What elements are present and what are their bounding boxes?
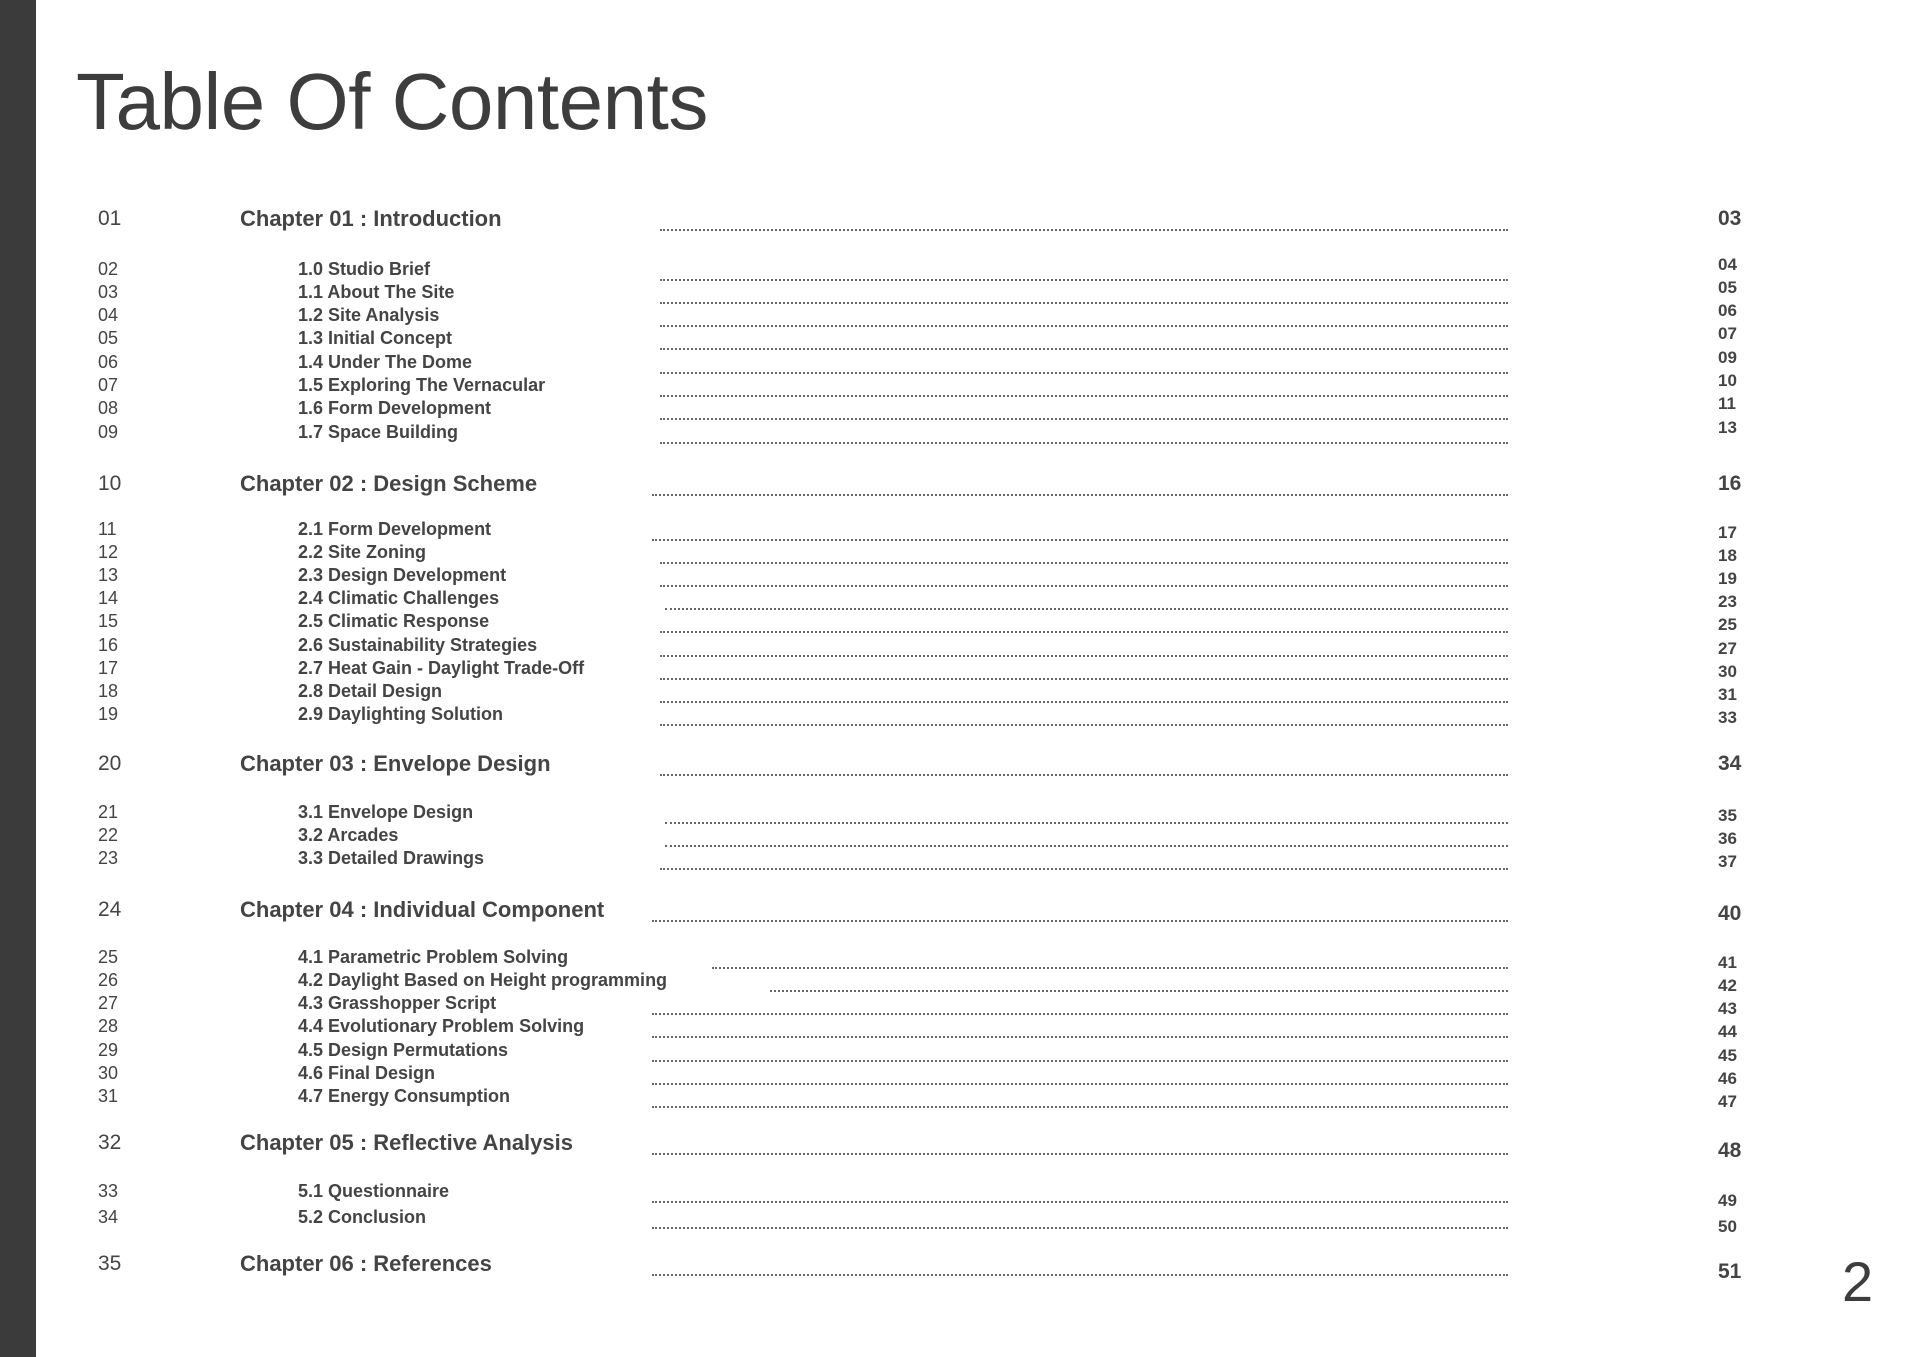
- toc-page-number[interactable]: 31: [1718, 685, 1737, 704]
- toc-section-row[interactable]: [0, 968, 1920, 995]
- dot-leader: [712, 949, 1508, 969]
- dot-leader: [660, 756, 1508, 776]
- toc-index-number: 15: [98, 611, 119, 631]
- toc-section-title[interactable]: 4.6 Final Design: [298, 1063, 436, 1083]
- toc-page-number[interactable]: 13: [1718, 418, 1737, 437]
- toc-section-row[interactable]: [0, 633, 1920, 657]
- toc-section-row[interactable]: [0, 517, 1920, 541]
- toc-index-number: 19: [98, 704, 119, 724]
- toc-section-title[interactable]: 4.2 Daylight Based on Height programming: [298, 970, 668, 990]
- toc-section-title[interactable]: 3.1 Envelope Design: [298, 802, 474, 822]
- toc-chapter-title[interactable]: Chapter 03 : Envelope Design: [240, 751, 551, 776]
- page-title: Table Of Contents: [76, 57, 708, 146]
- toc-index-number: 06: [98, 352, 119, 372]
- toc-section-title[interactable]: 5.1 Questionnaire: [298, 1181, 450, 1201]
- dot-leader: [652, 476, 1508, 496]
- toc-page-number[interactable]: 07: [1718, 324, 1737, 343]
- toc-section-row[interactable]: [0, 823, 1920, 847]
- toc-page-number[interactable]: 04: [1718, 255, 1737, 274]
- toc-chapter-row[interactable]: [0, 472, 1920, 496]
- toc-section-row[interactable]: [0, 326, 1920, 350]
- toc-section-title[interactable]: 4.5 Design Permutations: [298, 1040, 509, 1060]
- dot-leader: [660, 637, 1508, 657]
- dot-leader: [660, 850, 1508, 870]
- toc-page-number[interactable]: 33: [1718, 708, 1737, 727]
- toc-index-number: 30: [98, 1063, 119, 1083]
- toc-page-number[interactable]: 43: [1718, 999, 1737, 1018]
- toc-page-number[interactable]: 48: [1718, 1139, 1742, 1162]
- toc-section-row[interactable]: [0, 396, 1920, 420]
- dot-leader: [770, 972, 1508, 992]
- toc-index-number: 09: [98, 422, 119, 442]
- toc-page-number[interactable]: 42: [1718, 976, 1737, 995]
- toc-index-number: 02: [98, 259, 119, 279]
- toc-page-number[interactable]: 30: [1718, 662, 1737, 681]
- toc-index-number: 23: [98, 848, 119, 868]
- toc-page-number[interactable]: 06: [1718, 301, 1737, 320]
- toc-section-row[interactable]: [0, 1205, 1920, 1236]
- toc-chapter-title[interactable]: Chapter 02 : Design Scheme: [240, 471, 538, 496]
- toc-section-title[interactable]: 1.2 Site Analysis: [298, 305, 440, 325]
- toc-section-row[interactable]: [0, 702, 1920, 726]
- toc-section-title[interactable]: 3.2 Arcades: [298, 825, 399, 845]
- toc-section-row[interactable]: [0, 1061, 1920, 1088]
- toc-section-title[interactable]: 2.8 Detail Design: [298, 681, 443, 701]
- toc-section-title[interactable]: 1.4 Under The Dome: [298, 352, 473, 372]
- toc-index-number: 08: [98, 398, 119, 418]
- toc-section-row[interactable]: [0, 1014, 1920, 1041]
- toc-section-title[interactable]: 2.3 Design Development: [298, 565, 507, 585]
- toc-section-row[interactable]: [0, 1038, 1920, 1065]
- toc-index-number: 17: [98, 658, 119, 678]
- page-number: 2: [1842, 1250, 1874, 1313]
- toc-index-number: 34: [98, 1207, 119, 1227]
- toc-page-number[interactable]: 11: [1718, 394, 1736, 413]
- toc-chapter-row[interactable]: [0, 897, 1920, 925]
- toc-section-title[interactable]: 4.3 Grasshopper Script: [298, 993, 497, 1013]
- toc-page-number[interactable]: 40: [1718, 902, 1742, 925]
- toc-section-title[interactable]: 1.7 Space Building: [298, 422, 459, 442]
- toc-section-row[interactable]: [0, 420, 1920, 444]
- toc-section-row[interactable]: [0, 679, 1920, 703]
- toc-index-number: 27: [98, 993, 119, 1013]
- toc-section-row[interactable]: [0, 1084, 1920, 1111]
- toc-index-number: 21: [98, 802, 119, 822]
- dot-leader: [665, 590, 1508, 610]
- toc-page-number[interactable]: 34: [1718, 752, 1742, 775]
- toc-page-number[interactable]: 19: [1718, 569, 1737, 588]
- dot-leader: [652, 521, 1508, 541]
- toc-section-title[interactable]: 4.7 Energy Consumption: [298, 1086, 511, 1106]
- dot-leader: [652, 1065, 1508, 1085]
- toc-index-number: 31: [98, 1086, 119, 1106]
- toc-index-number: 03: [98, 282, 119, 302]
- toc-section-row[interactable]: [0, 350, 1920, 374]
- toc-section-row[interactable]: [0, 586, 1920, 610]
- dot-leader: [652, 995, 1508, 1015]
- dot-leader: [652, 1042, 1508, 1062]
- dot-leader: [660, 307, 1508, 327]
- toc-index-number: 16: [98, 635, 119, 655]
- dot-leader: [652, 1256, 1508, 1276]
- toc-section-row[interactable]: [0, 800, 1920, 824]
- toc-index-number: 35: [98, 1252, 122, 1275]
- dot-leader: [665, 827, 1508, 847]
- toc-page-number[interactable]: 27: [1718, 639, 1737, 658]
- toc-page-number[interactable]: 09: [1718, 348, 1737, 367]
- toc-index-number: 05: [98, 328, 119, 348]
- toc-page-number[interactable]: 51: [1718, 1260, 1742, 1283]
- toc-index-number: 07: [98, 375, 119, 395]
- toc-section-title[interactable]: 2.2 Site Zoning: [298, 542, 427, 562]
- toc-section-title[interactable]: 5.2 Conclusion: [298, 1207, 427, 1227]
- toc-page-number[interactable]: 35: [1718, 806, 1737, 825]
- toc-index-number: 11: [98, 519, 117, 539]
- toc-index-number: 29: [98, 1040, 119, 1060]
- toc-page-number[interactable]: 36: [1718, 829, 1737, 848]
- toc-index-number: 25: [98, 947, 119, 967]
- dot-leader: [660, 354, 1508, 374]
- toc-section-title[interactable]: 1.0 Studio Brief: [298, 259, 431, 279]
- dot-leader: [660, 660, 1508, 680]
- dot-leader: [652, 1183, 1508, 1203]
- dot-leader: [660, 706, 1508, 726]
- dot-leader: [660, 330, 1508, 350]
- dot-leader: [665, 804, 1508, 824]
- toc-page-number[interactable]: 49: [1718, 1191, 1737, 1210]
- toc-section-row[interactable]: [0, 656, 1920, 680]
- toc-page-number[interactable]: 18: [1718, 546, 1737, 565]
- toc-index-number: 26: [98, 970, 119, 990]
- toc-section-title[interactable]: 2.9 Daylighting Solution: [298, 704, 504, 724]
- toc-page-number[interactable]: 25: [1718, 615, 1737, 634]
- toc-section-title[interactable]: 2.1 Form Development: [298, 519, 492, 539]
- toc-chapter-row[interactable]: [0, 1251, 1920, 1283]
- toc-page-number[interactable]: 47: [1718, 1092, 1737, 1111]
- toc-section-title[interactable]: 2.6 Sustainability Strategies: [298, 635, 538, 655]
- toc-page-number[interactable]: 41: [1718, 953, 1737, 972]
- dot-leader: [652, 1135, 1508, 1155]
- toc-page-number[interactable]: 23: [1718, 592, 1737, 611]
- toc-section-title[interactable]: 1.3 Initial Concept: [298, 328, 453, 348]
- dot-leader: [660, 284, 1508, 304]
- toc-section-row[interactable]: [0, 1179, 1920, 1210]
- dot-leader: [660, 211, 1508, 231]
- toc-page-number[interactable]: 03: [1718, 207, 1742, 230]
- dot-leader: [652, 1018, 1508, 1038]
- toc-page-number[interactable]: 45: [1718, 1046, 1737, 1065]
- toc-index-number: 13: [98, 565, 119, 585]
- toc-chapter-row[interactable]: [0, 207, 1920, 231]
- toc-index-number: 20: [98, 752, 122, 775]
- toc-page-number[interactable]: 46: [1718, 1069, 1737, 1088]
- toc-index-number: 01: [98, 207, 122, 230]
- toc-index-number: 14: [98, 588, 119, 608]
- toc-section-title[interactable]: 1.1 About The Site: [298, 282, 455, 302]
- dot-leader: [660, 424, 1508, 444]
- toc-section-row[interactable]: [0, 563, 1920, 587]
- toc-section-row[interactable]: [0, 257, 1920, 281]
- toc-page-number[interactable]: 50: [1718, 1217, 1737, 1236]
- dot-leader: [660, 567, 1508, 587]
- toc-index-number: 32: [98, 1131, 122, 1154]
- toc-page-number[interactable]: 44: [1718, 1022, 1737, 1041]
- toc-page-number[interactable]: 16: [1718, 472, 1742, 495]
- toc-chapter-title[interactable]: Chapter 05 : Reflective Analysis: [240, 1130, 573, 1155]
- toc-index-number: 10: [98, 472, 122, 495]
- toc-index-number: 18: [98, 681, 119, 701]
- toc-section-row[interactable]: [0, 609, 1920, 633]
- dot-leader: [660, 683, 1508, 703]
- dot-leader: [652, 1088, 1508, 1108]
- toc-chapter-row[interactable]: [0, 752, 1920, 776]
- toc-section-row[interactable]: [0, 280, 1920, 304]
- toc-index-number: 33: [98, 1181, 119, 1201]
- dot-leader: [660, 400, 1508, 420]
- toc-index-number: 12: [98, 542, 119, 562]
- toc-index-number: 28: [98, 1016, 119, 1036]
- toc-section-title[interactable]: 2.5 Climatic Response: [298, 611, 490, 631]
- toc-section-title[interactable]: 2.7 Heat Gain - Daylight Trade-Off: [298, 658, 585, 678]
- dot-leader: [652, 1209, 1508, 1229]
- toc-section-row[interactable]: [0, 373, 1920, 397]
- dot-leader: [660, 261, 1508, 281]
- toc-section-row[interactable]: [0, 945, 1920, 972]
- toc-index-number: 04: [98, 305, 119, 325]
- toc-chapter-row[interactable]: [0, 1130, 1920, 1162]
- toc-page-number[interactable]: 10: [1718, 371, 1737, 390]
- toc-section-row[interactable]: [0, 991, 1920, 1018]
- toc-section-row[interactable]: [0, 303, 1920, 327]
- dot-leader: [660, 544, 1508, 564]
- toc-section-title[interactable]: 3.3 Detailed Drawings: [298, 848, 485, 868]
- toc-chapter-title[interactable]: Chapter 06 : References: [240, 1251, 492, 1276]
- toc-chapter-title[interactable]: Chapter 01 : Introduction: [240, 206, 502, 231]
- toc-section-row[interactable]: [0, 540, 1920, 564]
- toc-section-title[interactable]: 2.4 Climatic Challenges: [298, 588, 500, 608]
- toc-section-title[interactable]: 4.4 Evolutionary Problem Solving: [298, 1016, 585, 1036]
- toc-page-number[interactable]: 05: [1718, 278, 1737, 297]
- toc-chapter-title[interactable]: Chapter 04 : Individual Component: [240, 897, 605, 922]
- toc-page-number[interactable]: 37: [1718, 852, 1737, 871]
- toc-section-row[interactable]: [0, 846, 1920, 870]
- toc-page-number[interactable]: 17: [1718, 523, 1737, 542]
- dot-leader: [660, 613, 1508, 633]
- toc-index-number: 24: [98, 898, 122, 921]
- toc-section-title[interactable]: 1.5 Exploring The Vernacular: [298, 375, 546, 395]
- toc-section-title[interactable]: 4.1 Parametric Problem Solving: [298, 947, 569, 967]
- toc-section-title[interactable]: 1.6 Form Development: [298, 398, 492, 418]
- dot-leader: [660, 377, 1508, 397]
- toc-index-number: 22: [98, 825, 119, 845]
- dot-leader: [652, 902, 1508, 922]
